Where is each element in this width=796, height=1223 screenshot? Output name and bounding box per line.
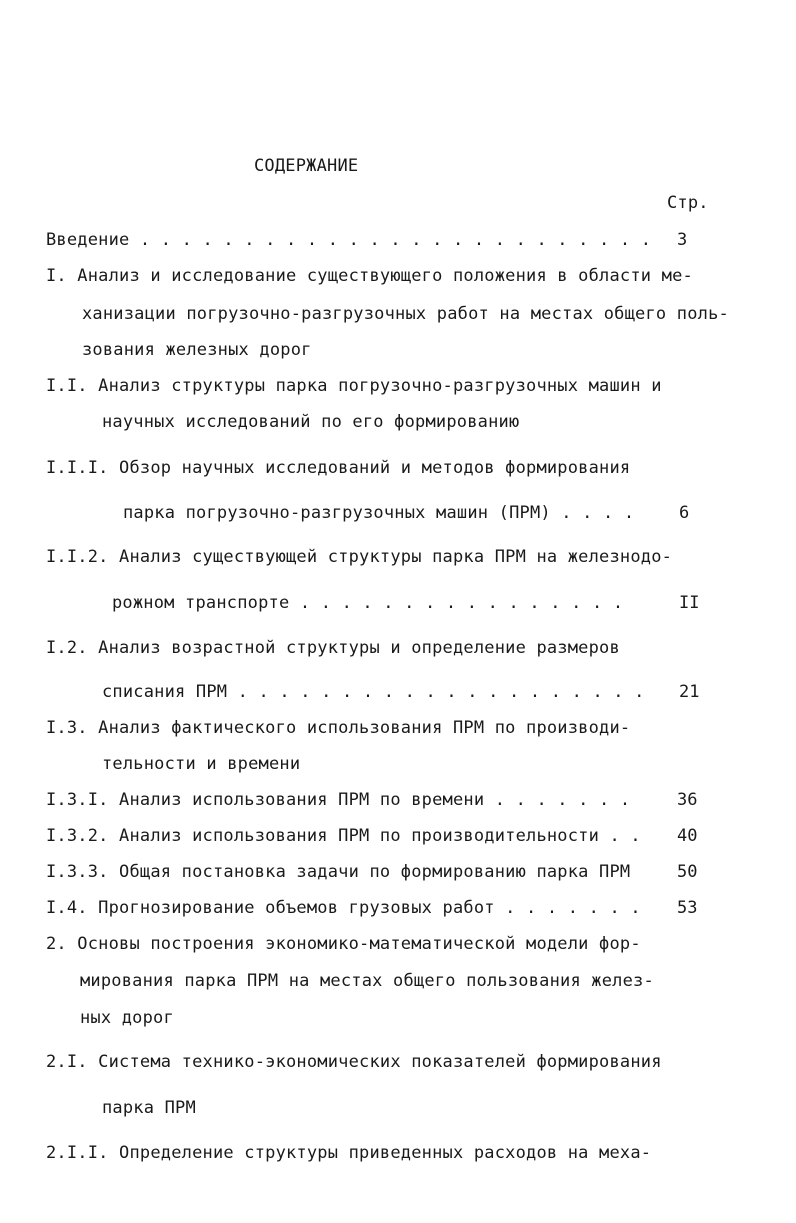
- toc-line: 2.I.I. Определение структуры приведенных расходов на меха-: [46, 1143, 652, 1163]
- toc-line: I.3. Анализ фактического использования ПРМ по производи-: [46, 718, 631, 738]
- toc-line: 2.I. Система технико-экономических показателей формирования: [46, 1052, 662, 1072]
- page-title: СОДЕРЖАНИЕ: [254, 156, 359, 176]
- toc-page-number: II: [679, 593, 700, 613]
- toc-line: списания ПРМ . . . . . . . . . . . . . . . . . . . .: [102, 682, 645, 702]
- toc-line: ханизации погрузочно-разгрузочных работ на местах общего поль-: [82, 304, 729, 324]
- toc-page-number: 3: [677, 230, 688, 250]
- toc-line: ных дорог: [80, 1008, 174, 1028]
- toc-line: I.3.2. Анализ использования ПРМ по производительности . .: [46, 826, 641, 846]
- toc-page-number: 36: [677, 790, 698, 810]
- toc-line: I.3.3. Общая постановка задачи по формированию парка ПРМ: [46, 862, 631, 882]
- toc-page-number: 40: [677, 826, 698, 846]
- toc-line: мирования парка ПРМ на местах общего пользования желез-: [80, 971, 654, 991]
- toc-line: I.I.2. Анализ существующей структуры парка ПРМ на железнодо-: [46, 547, 673, 567]
- toc-line: I. Анализ и исследование существующего положения в области ме-: [46, 266, 693, 286]
- toc-line: I.2. Анализ возрастной структуры и определение размеров: [46, 638, 620, 658]
- toc-line: рожном транспорте . . . . . . . . . . . . . . . .: [112, 593, 624, 613]
- toc-page-number: 53: [677, 898, 698, 918]
- toc-line: парка погрузочно-разгрузочных машин (ПРМ) . . . .: [123, 503, 635, 523]
- page-column-label: Стр.: [667, 193, 709, 213]
- toc-line: научных исследований по его формированию: [102, 412, 520, 432]
- toc-page-number: 6: [679, 503, 690, 523]
- toc-line: 2. Основы построения экономико-математической модели фор-: [46, 934, 641, 954]
- toc-page-number: 21: [679, 682, 700, 702]
- toc-page-number: 50: [677, 862, 698, 882]
- toc-line: I.3.I. Анализ использования ПРМ по времени . . . . . . .: [46, 790, 631, 810]
- toc-line: Введение . . . . . . . . . . . . . . . . . . . . . . . . .: [46, 230, 652, 250]
- toc-line: парка ПРМ: [102, 1098, 196, 1118]
- toc-line: I.I. Анализ структуры парка погрузочно-разгрузочных машин и: [46, 376, 662, 396]
- toc-line: I.I.I. Обзор научных исследований и методов формирования: [46, 458, 631, 478]
- toc-line: зования железных дорог: [82, 340, 312, 360]
- toc-line: тельности и времени: [102, 754, 301, 774]
- toc-line: I.4. Прогнозирование объемов грузовых работ . . . . . . .: [46, 898, 641, 918]
